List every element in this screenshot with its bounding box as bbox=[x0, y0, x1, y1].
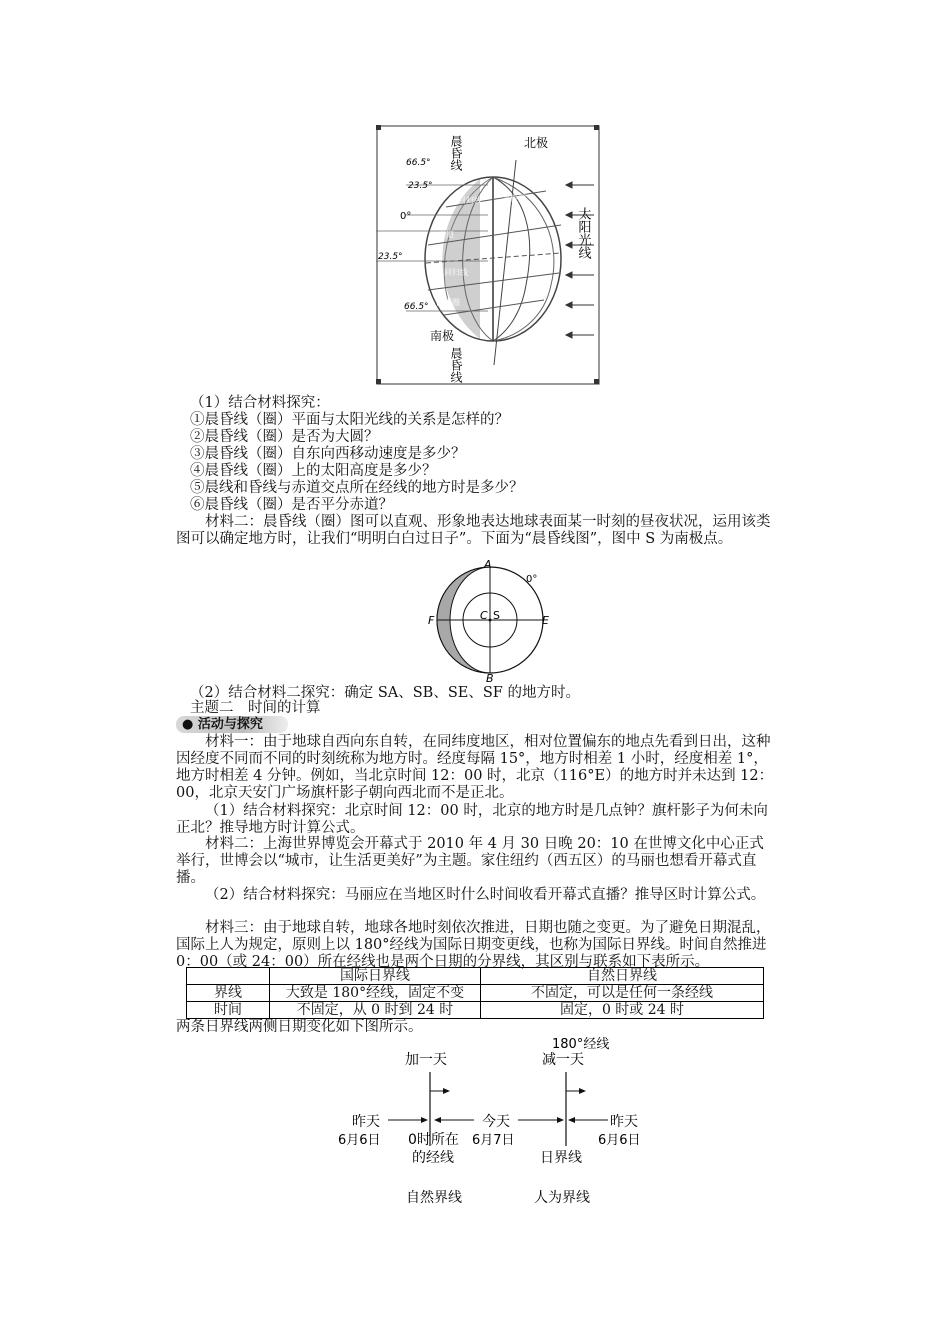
table-cell: 不固定，可以是任何一条经线 bbox=[481, 985, 764, 1002]
table-row bbox=[187, 985, 764, 1002]
lat-66-5-s: 66.5° bbox=[404, 302, 429, 312]
polar-svg bbox=[428, 560, 558, 684]
table-header-row bbox=[187, 968, 764, 985]
label-yesterday-right: 昨天 bbox=[610, 1114, 638, 1130]
material-2b-question: （2）结合材料探究：马丽应在当地区时什么时间收看开幕式直播？推导区时计算公式。 bbox=[205, 887, 766, 903]
badge-dot-icon: ● bbox=[182, 717, 198, 732]
q1-item: ④晨昏线（圈）上的太阳高度是多少？ bbox=[190, 463, 437, 479]
q1-header: （1）结合材料探究： bbox=[190, 395, 330, 411]
terminator-globe-figure bbox=[376, 125, 602, 387]
point-b: B bbox=[486, 672, 494, 684]
topic-2-heading: 主题二 时间的计算 bbox=[190, 700, 321, 716]
tag-tropic-cancer: 北回归线 bbox=[450, 196, 482, 205]
table-row bbox=[187, 1002, 764, 1019]
table-cell: 时间 bbox=[187, 1002, 270, 1019]
label-180-meridian: 180°经线 bbox=[552, 1037, 610, 1052]
table-header-cell: 国际日界线 bbox=[270, 968, 481, 985]
material-2-paragraph: 材料二：晨昏线（圈）图可以直观、形象地表达地球表面某一时刻的昼夜状况，运用该类图可以确定地方时，让我们“明明白白过日子”。下面为“晨昏线图”，图中 S 为南极点。 bbox=[176, 514, 771, 547]
lat-0: 0° bbox=[400, 211, 412, 222]
point-c: C bbox=[480, 609, 488, 622]
lat-23-5-s: 23.5° bbox=[378, 252, 403, 262]
label-zero-hour-line-1: 0时所在 bbox=[408, 1132, 459, 1148]
point-a: A bbox=[484, 560, 492, 571]
polar-terminator-figure bbox=[428, 560, 558, 684]
label-sunlight: 太阳光线 bbox=[575, 207, 591, 259]
tag-tropic-capricorn: 南回归线 bbox=[436, 268, 468, 277]
lat-23-5-n: 23.5° bbox=[408, 181, 433, 191]
date-line-svg bbox=[330, 1036, 640, 1208]
material-2b-paragraph: 材料二：上海世界博览会开幕式于 2010 年 4 月 30 日晚 20：10 在世博文化中心正式举行，世博会以“城市，让生活更美好”为主题。家住纽约（西五区）的马丽也想看开幕式直播。 bbox=[176, 836, 764, 886]
q1-item: ①晨昏线（圈）平面与太阳光线的关系是怎样的？ bbox=[190, 412, 509, 428]
badge-label: 活动与探究 bbox=[197, 717, 263, 732]
sunlight-rays bbox=[566, 182, 594, 338]
globe-svg bbox=[376, 125, 602, 387]
q1-item: ②晨昏线（圈）是否为大圆？ bbox=[190, 429, 379, 445]
label-terminator-top: 晨昏线 bbox=[449, 135, 463, 171]
label-0-deg: 0° bbox=[526, 574, 538, 585]
label-date-left: 6月6日 bbox=[338, 1133, 381, 1148]
lat-66-5-n: 66.5° bbox=[406, 158, 431, 168]
label-south-pole: 南极 bbox=[430, 329, 455, 343]
label-terminator-bottom: 晨昏线 bbox=[449, 347, 463, 383]
q1-item: ⑤晨线和昏线与赤道交点所在经线的地方时是多少？ bbox=[190, 480, 524, 496]
label-yesterday-left: 昨天 bbox=[352, 1114, 380, 1130]
material-1-question: （1）结合材料探究：北京时间 12：00 时，北京的地方时是几点钟？旗杆影子为何未向正北？推导地方时计算公式。 bbox=[176, 803, 768, 836]
q1-item: ③晨昏线（圈）自东向西移动速度是多少？ bbox=[190, 446, 466, 462]
point-s: S bbox=[493, 609, 500, 622]
material-3-paragraph: 材料三：由于地球自转，地球各地时刻依次推进，日期也随之变更。为了避免日期混乱，国际上人为规定，原则上以 180°经线为国际日期变更线，也称为国际日界线。时间自然推进 0：00（或 24：00）所在经线也是两个日期的分界线，其区别与联系如下表所示。 bbox=[176, 920, 771, 970]
label-natural-line: 自然界线 bbox=[406, 1190, 462, 1206]
label-zero-hour-line-2: 的经线 bbox=[412, 1150, 454, 1166]
point-f: F bbox=[428, 614, 435, 627]
label-add-day: 加一天 bbox=[405, 1052, 447, 1068]
table-cell: 固定，0 时或 24 时 bbox=[481, 1002, 764, 1019]
table-header-cell bbox=[187, 968, 270, 985]
label-today: 今天 bbox=[482, 1114, 510, 1130]
tag-antarctic-circle: 南极圈 bbox=[436, 298, 460, 307]
table-cell: 不固定，从 0 时到 24 时 bbox=[270, 1002, 481, 1019]
table-header-cell: 自然日界线 bbox=[481, 968, 764, 985]
date-line-table bbox=[186, 967, 764, 1019]
activity-badge bbox=[176, 716, 288, 733]
table-cell: 大致是 180°经线，固定不变 bbox=[270, 985, 481, 1002]
tag-equator: 赤道 bbox=[438, 230, 454, 239]
date-line-diagram bbox=[330, 1036, 640, 1208]
material-1-paragraph: 材料一：由于地球自西向东自转，在同纬度地区，相对位置偏东的地点先看到日出，这种因经度不同而不同的时刻统称为地方时。经度每隔 15°，地方时相差 1 小时，经度相差 1°，地方时相差 4 分钟。例如，当北京时间 12：00 时，北京（116°E）的地方时并未达到 12：00，北京天安门广场旗杆影子朝向西北而不是正北。 bbox=[176, 734, 774, 801]
label-date-right: 6月6日 bbox=[598, 1133, 640, 1148]
point-e: E bbox=[542, 614, 549, 627]
after-table-text: 两条日界线两侧日期变化如下图所示。 bbox=[176, 1019, 423, 1035]
label-sub-day: 减一天 bbox=[542, 1052, 584, 1068]
label-north-pole: 北极 bbox=[524, 136, 549, 150]
label-date-line: 日界线 bbox=[540, 1150, 582, 1166]
label-artificial-line: 人为界线 bbox=[534, 1190, 590, 1206]
q2-question: （2）结合材料二探究：确定 SA、SB、SE、SF 的地方时。 bbox=[190, 685, 580, 701]
tag-arctic-circle: 北极圈 bbox=[502, 194, 526, 203]
label-date-mid: 6月7日 bbox=[472, 1133, 515, 1148]
table-cell: 界线 bbox=[187, 985, 270, 1002]
q1-item: ⑥晨昏线（圈）是否平分赤道？ bbox=[190, 497, 393, 513]
